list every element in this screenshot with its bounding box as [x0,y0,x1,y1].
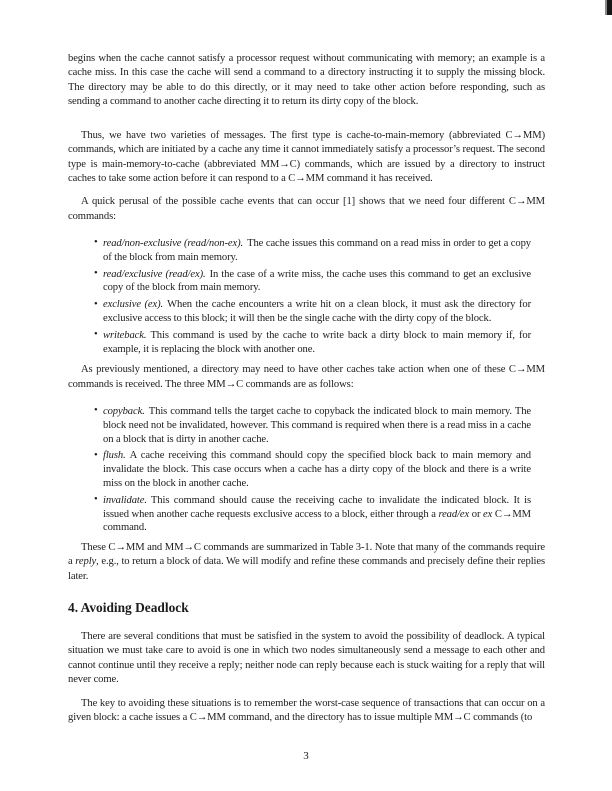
paragraph-summary [68,541,545,584]
scan-artifact [605,0,612,15]
bullet-icon: • [94,449,98,461]
paragraph-deadlock-1: There are several conditions that must be satisfied in the system to avoid the possibility of deadlock. A typical situation we must take care to avoid is one in which two nodes simultaneously send a message to each other and cannot continue until they receive a reply; neither node can reply because each is stuck waiting for a reply that will never come. [68,631,545,685]
command-description-segment: C→MM command. [103,508,531,534]
command-term: invalidate. [103,494,147,506]
bullet-icon: • [94,268,98,280]
command-description: The cache issues this command on a read miss in order to get a copy of the block from main memory. [103,237,531,263]
mm-to-c-command-list [68,405,545,535]
command-ref-italic: read/ex [438,508,470,520]
command-term: copyback. [103,405,145,417]
section-heading: 4. Avoiding Deadlock [68,600,189,615]
page-number: 3 [303,750,309,762]
command-description: A cache receiving this command should copy the specified block back to main memory and invalidate the block. This case occurs when a cache has a dirty copy of the block and there is a write miss on the block in another cache. [103,450,531,489]
paragraph-two-varieties: Thus, we have two varieties of messages. The first type is cache-to-main-memory (abbreviated C→MM) commands, which are initiated by a cache any time it cannot immediately satisfy a processor’s request. The second type is main-memory-to-cache (abbreviated MM→C) commands, which are issued by a directory to instruct caches to take some action before it can respond to a C→MM command it has received. [68,130,545,185]
summary-segment: , e.g., to return a block of data. We will modify and refine these commands and precisely define their replies later. [68,556,546,582]
paragraph-intro: begins when the cache cannot satisfy a processor request without communicating with memory; an example is a cache miss. In this case the cache will send a command to a directory instructing it to supply the missing block. The directory may be able to do this directly, or it may need to take other action before responding, such as sending a command to another cache directing it to return its dirty copy of the block. [68,53,545,107]
list-item-invalidate [68,494,531,535]
command-description: This command tells the target cache to copyback the indicated block to main memory. The block need not be invalidated, however. This command is required when there is a read miss in a cache on a block that is dirty in another cache. [103,405,531,445]
bullet-icon: • [94,405,98,417]
list-item-writeback [68,329,531,357]
bullet-icon: • [94,329,98,341]
summary-segment: These C→MM and MM→C commands are summarized in Table 3-1. Note that many of the commands require a [68,542,545,568]
command-ref-italic: ex [483,508,493,520]
bullet-icon: • [94,494,98,506]
command-description: When the cache encounters a write hit on a clean block, it must ask the directory for exclusive access to this block; it will then be the single cache with the dirty copy of the block. [103,299,531,324]
bullet-icon: • [94,298,98,310]
list-item-exclusive [68,298,531,326]
c-to-mm-command-list [68,237,545,356]
command-description: In the case of a write miss, the cache uses this command to get an exclusive copy of the block from main memory. [103,268,531,294]
paragraph-deadlock-2: The key to avoiding these situations is to remember the worst-case sequence of transactions that can occur on a given block: a cache issues a C→MM command, and the directory has to issue multiple MM→C commands (to [68,698,545,724]
command-description-segment: This command should cause the receiving cache to invalidate the indicated block. It is issued when another cache requests exclusive access to a block, either through a [103,494,531,520]
list-item-flush [68,449,531,490]
command-term: writeback. [103,329,147,341]
command-term: exclusive (ex). [103,299,164,311]
list-item-read-non-exclusive [68,237,531,265]
bullet-icon: • [94,237,98,249]
command-description: This command is used by the cache to write back a dirty block to main memory if, for example, it is replacing the block with another one. [103,329,531,355]
list-item-copyback [68,405,531,446]
command-term: read/non-exclusive (read/non-ex). [103,237,244,249]
command-term: flush. [103,450,126,462]
paragraph-quick-perusal: A quick perusal of the possible cache events that can occur [1] shows that we need four different C→MM commands: [68,196,545,222]
reply-italic: reply [75,556,97,568]
command-term: read/exclusive (read/ex). [103,268,206,280]
list-item-read-exclusive [68,268,531,296]
paragraph-as-previously: As previously mentioned, a directory may need to have other caches take action when one of these C→MM commands is received. The three MM→C commands are as follows: [68,364,545,390]
command-description-segment: or [469,508,484,520]
